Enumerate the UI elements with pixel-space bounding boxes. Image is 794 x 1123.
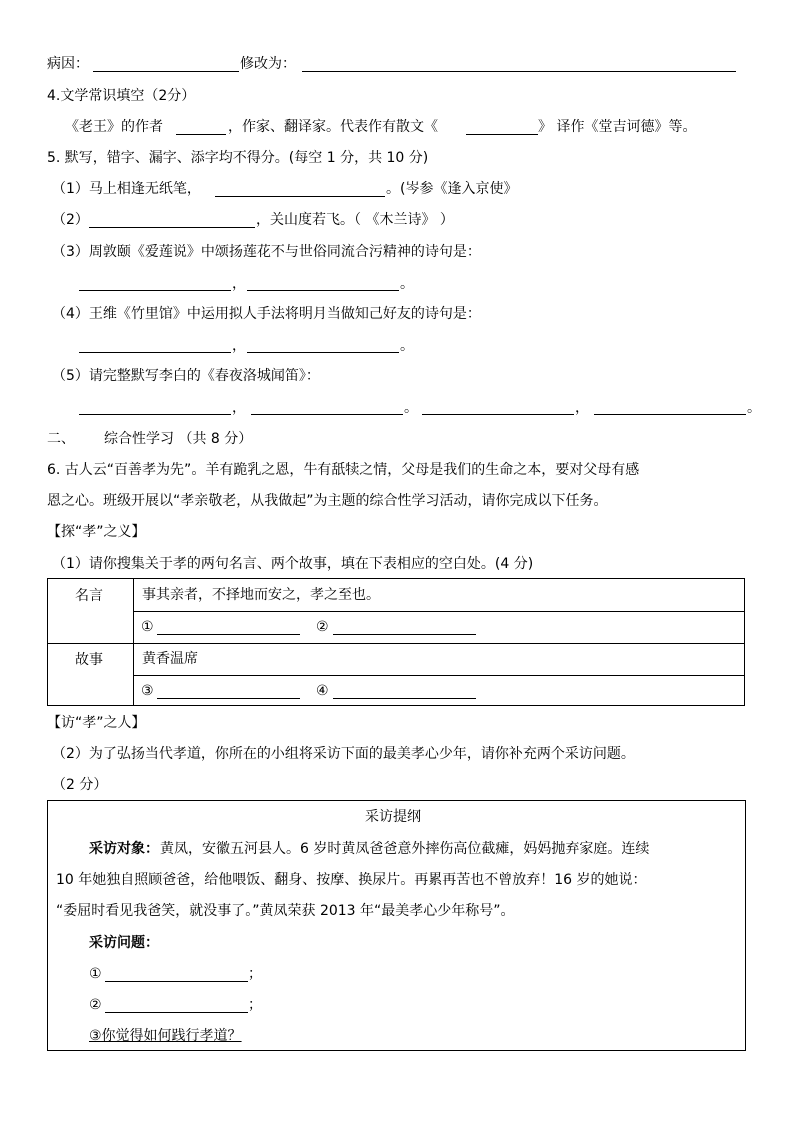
interview-title: 采访提纲 — [365, 809, 421, 825]
table-story-blank-2[interactable] — [333, 698, 476, 699]
table-quote-blank-2[interactable] — [333, 634, 476, 635]
q5-s5-comma-2: ， — [575, 400, 589, 416]
table-head-stories: 故事 — [75, 652, 103, 668]
q5-s4-period: 。 — [400, 338, 414, 354]
q6-part2-title: 【访“孝”之人】 — [47, 715, 146, 731]
q4-text-3: 》 译作《堂吉诃德》等。 — [538, 119, 697, 135]
table-mark-1: ① — [141, 619, 154, 635]
q6-intro-2: 恩之心。班级开展以“孝亲敬老，从我做起”为主题的综合性学习活动，请你完成以下任务。 — [47, 493, 608, 509]
q5-s5-text: （5）请完整默写李白的《春夜洛城闻笛》： — [52, 368, 320, 384]
table-quote-given: 事其亲者，不择地而安之，孝之至也。 — [142, 587, 380, 603]
cause-blank[interactable] — [93, 71, 239, 72]
table-story-given: 黄香温席 — [142, 651, 198, 667]
q5-s1-text: （1）马上相逢无纸笔， — [52, 181, 201, 197]
q5-s3-comma: ， — [232, 276, 246, 292]
table-divider-3 — [133, 675, 744, 676]
q5-s4-blank-2[interactable] — [247, 352, 399, 353]
q5-s5-period-1: 。 — [404, 400, 418, 416]
table-divider-vertical — [133, 579, 134, 705]
q5-s5-comma-1: ， — [232, 400, 246, 416]
table-divider-1 — [133, 611, 744, 612]
q6-part1-question: （1）请你搜集关于孝的两句名言、两个故事，填在下表相应的空白处。(4 分) — [52, 556, 534, 572]
q5-s2-text: ，关山度若飞。（ 《木兰诗》 ） — [256, 212, 454, 228]
interview-q2-end: ； — [248, 997, 262, 1013]
q5-s1-blank[interactable] — [215, 196, 385, 197]
q5-s5-period-2: 。 — [747, 400, 761, 416]
q5-s4-blank-1[interactable] — [79, 352, 231, 353]
interview-target-text-3: “委屈时看见我爸笑，就没事了。”黄凤荣获 2013 年“最美孝心少年称号”。 — [56, 903, 515, 919]
q5-s5-blank-3[interactable] — [422, 414, 574, 415]
q5-s3-period: 。 — [400, 276, 414, 292]
q4-text-1: 《老王》的作者 — [65, 119, 163, 135]
q4-title: 4.文学常识填空（2分） — [47, 88, 196, 104]
q5-s3-blank-2[interactable] — [247, 290, 399, 291]
q4-author-blank[interactable] — [176, 134, 226, 135]
q5-title: 5. 默写，错字、漏字、添字均不得分。(每空 1 分，共 10 分) — [47, 150, 429, 166]
interview-target-text-2: 10 年她独自照顾爸爸，给他喂饭、翻身、按摩、换尿片。再累再苦也不曾放弃！16 岁的她说： — [56, 872, 647, 888]
q4-text-2: ，作家、翻译家。代表作有散文《 — [228, 119, 438, 135]
q5-s4-comma: ， — [232, 338, 246, 354]
interview-q2-mark: ② — [89, 997, 102, 1013]
q5-s5-blank-1[interactable] — [79, 414, 231, 415]
q6-part1-title: 【探“孝”之义】 — [47, 524, 146, 540]
interview-outline-box — [47, 800, 746, 1051]
table-mark-3: ③ — [141, 683, 154, 699]
section2-number: 二、 — [47, 431, 75, 447]
table-story-blank-1[interactable] — [157, 698, 300, 699]
q5-s5-blank-4[interactable] — [594, 414, 746, 415]
table-quote-blank-1[interactable] — [157, 634, 300, 635]
q5-s2-blank[interactable] — [89, 227, 255, 228]
interview-q1-blank[interactable] — [105, 981, 248, 982]
interview-target-text-1: 黄凤，安徽五河县人。6 岁时黄凤爸爸意外摔伤高位截瘫，妈妈抛弃家庭。连续 — [160, 841, 650, 857]
interview-q3: ③你觉得如何践行孝道？ — [89, 1028, 242, 1044]
q6-intro-1: 6. 古人云“百善孝为先”。羊有跪乳之恩，牛有舐犊之情，父母是我们的生命之本，要对父母有感 — [47, 462, 640, 478]
q5-s1-source: 。(岑参《逢入京使》 — [386, 181, 518, 197]
table-head-quotes: 名言 — [75, 588, 103, 604]
quotes-stories-table — [47, 578, 745, 706]
q5-s4-text: （4）王维《竹里馆》中运用拟人手法将明月当做知己好友的诗句是： — [52, 306, 481, 322]
revise-label: 修改为： — [240, 56, 296, 72]
q4-essay-blank[interactable] — [466, 134, 538, 135]
interview-questions-label: 采访问题： — [89, 935, 159, 951]
interview-q1-mark: ① — [89, 966, 102, 982]
table-mark-2: ② — [316, 619, 329, 635]
q5-s3-blank-1[interactable] — [79, 290, 231, 291]
q5-s2-num: （2） — [52, 212, 89, 228]
q5-s3-text: （3）周敦颐《爱莲说》中颂扬莲花不与世俗同流合污精神的诗句是： — [52, 244, 481, 260]
q6-part2-score: （2 分） — [52, 777, 108, 793]
table-divider-2 — [48, 643, 744, 644]
q6-part2-question: （2）为了弘扬当代孝道，你所在的小组将采访下面的最美孝心少年，请你补充两个采访问题。 — [52, 746, 635, 762]
section2-title: 综合性学习 （共 8 分） — [104, 431, 253, 447]
interview-q2-blank[interactable] — [105, 1012, 248, 1013]
q5-s5-blank-2[interactable] — [251, 414, 403, 415]
interview-q1-end: ； — [248, 966, 262, 982]
interview-target-label: 采访对象： — [89, 841, 159, 857]
table-mark-4: ④ — [316, 683, 329, 699]
cause-label: 病因： — [47, 56, 89, 72]
revise-blank[interactable] — [302, 71, 736, 72]
